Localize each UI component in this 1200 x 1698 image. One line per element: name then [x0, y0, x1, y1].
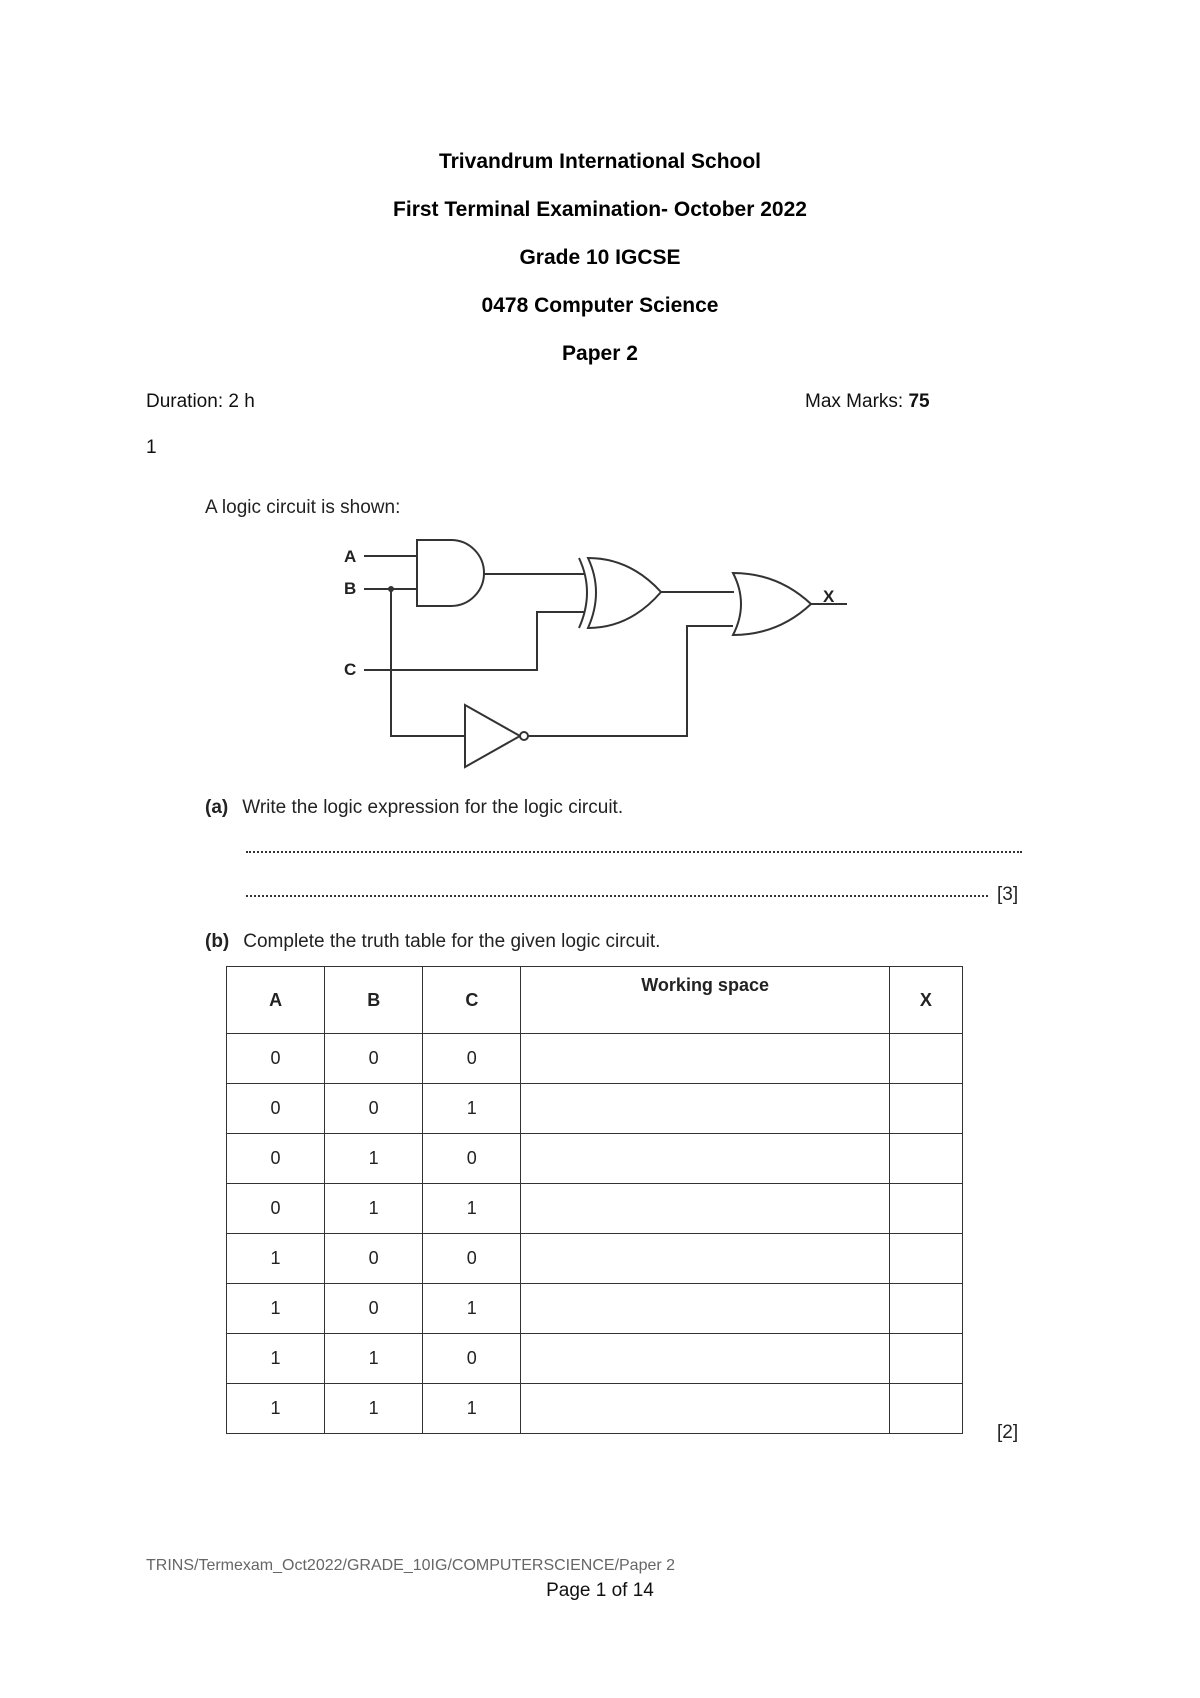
cell-working-space[interactable] [521, 1234, 890, 1284]
cell-b: 0 [325, 1034, 423, 1084]
header-c: C [423, 967, 521, 1034]
cell-a: 1 [227, 1284, 325, 1334]
cell-x[interactable] [889, 1384, 962, 1434]
footer-path: TRINS/Termexam_Oct2022/GRADE_10IG/COMPUTERSCIENCE/Paper 2 [146, 1557, 676, 1574]
max-marks [805, 391, 930, 413]
cell-x[interactable] [889, 1234, 962, 1284]
cell-b: 0 [325, 1084, 423, 1134]
wire-c-to-xor [364, 612, 585, 670]
part-a-marks: [3] [997, 884, 1019, 905]
school-name: Trivandrum International School [438, 150, 762, 173]
table-row [227, 1034, 963, 1084]
cell-b: 1 [325, 1334, 423, 1384]
question-number: 1 [146, 437, 157, 458]
cell-c: 0 [423, 1234, 521, 1284]
cell-working-space[interactable] [521, 1134, 890, 1184]
table-row [227, 1134, 963, 1184]
paper-label: Paper 2 [562, 342, 638, 365]
xor-gate [588, 558, 661, 628]
cell-a: 0 [227, 1134, 325, 1184]
cell-working-space[interactable] [521, 1384, 890, 1434]
cell-b: 1 [325, 1384, 423, 1434]
cell-a: 1 [227, 1334, 325, 1384]
cell-c: 1 [423, 1184, 521, 1234]
cell-c: 0 [423, 1334, 521, 1384]
truth-table [226, 966, 963, 1434]
duration [146, 391, 255, 413]
table-row [227, 1084, 963, 1134]
cell-b: 1 [325, 1184, 423, 1234]
cell-c: 0 [423, 1034, 521, 1084]
cell-working-space[interactable] [521, 1284, 890, 1334]
table-row [227, 1334, 963, 1384]
cell-c: 1 [423, 1384, 521, 1434]
cell-working-space[interactable] [521, 1184, 890, 1234]
part-b-label: (b) [205, 931, 230, 952]
not-gate [465, 705, 520, 767]
input-label-a: A [344, 547, 357, 566]
part-a-question [205, 797, 623, 819]
cell-working-space[interactable] [521, 1334, 890, 1384]
cell-x[interactable] [889, 1334, 962, 1384]
cell-working-space[interactable] [521, 1034, 890, 1084]
header-x: X [889, 967, 962, 1034]
page-number: Page 1 of 14 [546, 1580, 654, 1601]
and-gate [417, 540, 484, 606]
wire-not-to-or [528, 626, 733, 736]
xor-gate-back-curve [579, 558, 587, 628]
header-working-space: Working space [521, 967, 890, 1034]
subject-label: 0478 Computer Science [481, 294, 719, 317]
wire-b-to-not [391, 589, 465, 736]
cell-x[interactable] [889, 1084, 962, 1134]
duration-label: Duration: [146, 391, 224, 412]
junction-dot [388, 586, 394, 592]
max-marks-value: 75 [908, 391, 930, 412]
cell-b: 0 [325, 1234, 423, 1284]
table-row [227, 1284, 963, 1334]
cell-c: 0 [423, 1134, 521, 1184]
cell-x[interactable] [889, 1184, 962, 1234]
part-b-question [205, 931, 660, 953]
question-intro: A logic circuit is shown: [205, 497, 401, 518]
not-bubble [520, 732, 528, 740]
cell-c: 1 [423, 1284, 521, 1334]
header-a: A [227, 967, 325, 1034]
exam-title: First Terminal Examination- October 2022 [393, 198, 807, 221]
part-a-label: (a) [205, 797, 229, 818]
cell-x[interactable] [889, 1034, 962, 1084]
logic-circuit-diagram [330, 528, 860, 776]
duration-value: 2 h [228, 391, 255, 412]
input-label-b: B [344, 579, 357, 598]
grade-label: Grade 10 IGCSE [519, 246, 681, 269]
answer-line-1[interactable] [246, 851, 1022, 853]
table-row [227, 1184, 963, 1234]
table-row [227, 1234, 963, 1284]
output-label-x: X [823, 587, 835, 606]
cell-b: 0 [325, 1284, 423, 1334]
answer-line-2[interactable] [246, 895, 988, 897]
part-b-marks: [2] [997, 1422, 1019, 1443]
cell-a: 1 [227, 1384, 325, 1434]
cell-a: 0 [227, 1084, 325, 1134]
or-gate [733, 573, 811, 635]
max-marks-label: Max Marks: [805, 391, 904, 412]
part-a-text: Write the logic expression for the logic circuit. [242, 797, 624, 818]
input-label-c: C [344, 660, 357, 679]
cell-working-space[interactable] [521, 1084, 890, 1134]
cell-x[interactable] [889, 1284, 962, 1334]
cell-a: 0 [227, 1034, 325, 1084]
truth-table-header [227, 967, 963, 1034]
cell-c: 1 [423, 1084, 521, 1134]
part-b-text: Complete the truth table for the given logic circuit. [243, 931, 661, 952]
cell-x[interactable] [889, 1134, 962, 1184]
cell-b: 1 [325, 1134, 423, 1184]
header-b: B [325, 967, 423, 1034]
cell-a: 1 [227, 1234, 325, 1284]
table-row [227, 1384, 963, 1434]
cell-a: 0 [227, 1184, 325, 1234]
